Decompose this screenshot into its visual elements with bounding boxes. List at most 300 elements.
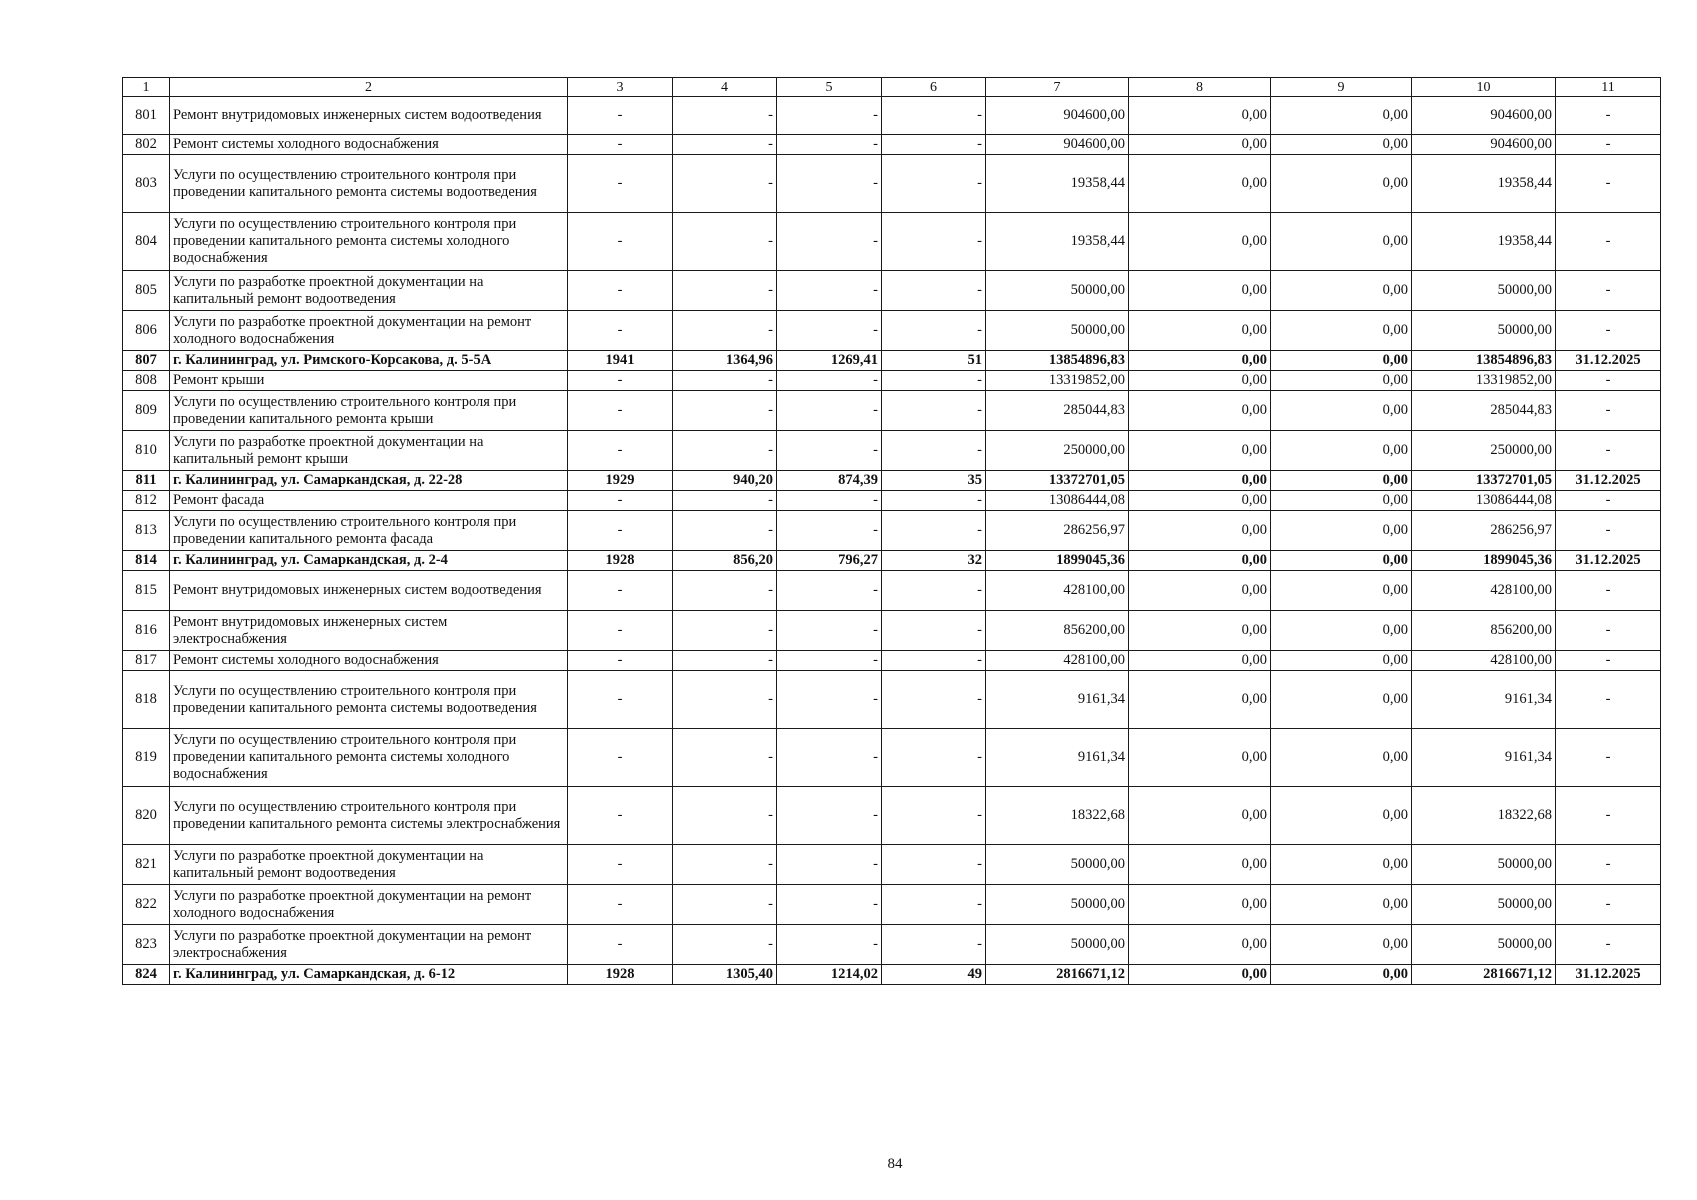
total-area-cell: -: [673, 271, 777, 311]
total-area-cell: -: [673, 845, 777, 885]
deadline-cell: -: [1556, 311, 1661, 351]
residents-count-cell: -: [882, 391, 986, 431]
budget-cost-cell: 0,00: [1271, 97, 1412, 135]
year-cell: -: [568, 885, 673, 925]
budget-cost-cell: 0,00: [1271, 135, 1412, 155]
table-row: [123, 885, 1661, 925]
work-description-cell: Ремонт системы холодного водоснабжения: [170, 651, 568, 671]
owners-cost-cell: 1899045,36: [1412, 551, 1556, 571]
owners-cost-cell: 13854896,83: [1412, 351, 1556, 371]
deadline-cell: -: [1556, 611, 1661, 651]
fund-cost-cell: 0,00: [1129, 845, 1271, 885]
fund-cost-cell: 0,00: [1129, 351, 1271, 371]
deadline-cell: -: [1556, 491, 1661, 511]
table-row: [123, 471, 1661, 491]
residents-count-cell: -: [882, 671, 986, 729]
table-row: [123, 135, 1661, 155]
deadline-cell: -: [1556, 97, 1661, 135]
budget-cost-cell: 0,00: [1271, 611, 1412, 651]
fund-cost-cell: 0,00: [1129, 311, 1271, 351]
living-area-cell: -: [777, 611, 882, 651]
work-description-cell: Ремонт внутридомовых инженерных систем водоотведения: [170, 571, 568, 611]
table-row: [123, 491, 1661, 511]
deadline-cell: -: [1556, 391, 1661, 431]
total-cost-cell: 50000,00: [986, 311, 1129, 351]
residents-count-cell: -: [882, 571, 986, 611]
row-number-cell: 815: [123, 571, 170, 611]
living-area-cell: -: [777, 311, 882, 351]
owners-cost-cell: 50000,00: [1412, 271, 1556, 311]
living-area-cell: -: [777, 213, 882, 271]
fund-cost-cell: 0,00: [1129, 671, 1271, 729]
row-number-cell: 804: [123, 213, 170, 271]
table-row: [123, 729, 1661, 787]
total-area-cell: -: [673, 651, 777, 671]
column-number-header: 4: [673, 78, 777, 97]
total-cost-cell: 50000,00: [986, 925, 1129, 965]
work-description-cell: Ремонт внутридомовых инженерных систем электроснабжения: [170, 611, 568, 651]
row-number-cell: 821: [123, 845, 170, 885]
row-number-cell: 809: [123, 391, 170, 431]
deadline-cell: -: [1556, 925, 1661, 965]
table-row: [123, 571, 1661, 611]
year-cell: -: [568, 97, 673, 135]
row-number-cell: 823: [123, 925, 170, 965]
fund-cost-cell: 0,00: [1129, 551, 1271, 571]
living-area-cell: -: [777, 391, 882, 431]
row-number-cell: 808: [123, 371, 170, 391]
living-area-cell: -: [777, 135, 882, 155]
total-cost-cell: 250000,00: [986, 431, 1129, 471]
fund-cost-cell: 0,00: [1129, 511, 1271, 551]
fund-cost-cell: 0,00: [1129, 271, 1271, 311]
budget-cost-cell: 0,00: [1271, 551, 1412, 571]
fund-cost-cell: 0,00: [1129, 371, 1271, 391]
table-row: [123, 551, 1661, 571]
table-row: [123, 965, 1661, 985]
residents-count-cell: -: [882, 213, 986, 271]
fund-cost-cell: 0,00: [1129, 925, 1271, 965]
table-row: [123, 511, 1661, 551]
work-description-cell: Ремонт внутридомовых инженерных систем водоотведения: [170, 97, 568, 135]
budget-cost-cell: 0,00: [1271, 845, 1412, 885]
deadline-cell: -: [1556, 845, 1661, 885]
deadline-cell: -: [1556, 271, 1661, 311]
row-number-cell: 807: [123, 351, 170, 371]
fund-cost-cell: 0,00: [1129, 729, 1271, 787]
row-number-cell: 816: [123, 611, 170, 651]
owners-cost-cell: 428100,00: [1412, 651, 1556, 671]
row-number-cell: 806: [123, 311, 170, 351]
page-number: 84: [887, 1156, 903, 1172]
work-description-cell: Услуги по осуществлению строительного контроля при проведении капитального ремонта системы холодного водоснабжения: [170, 213, 568, 271]
total-area-cell: -: [673, 671, 777, 729]
deadline-cell: 31.12.2025: [1556, 351, 1661, 371]
row-number-cell: 813: [123, 511, 170, 551]
row-number-cell: 822: [123, 885, 170, 925]
table-row: [123, 271, 1661, 311]
table-row: [123, 845, 1661, 885]
deadline-cell: -: [1556, 885, 1661, 925]
work-description-cell: г. Калининград, ул. Римского-Корсакова, д. 5-5А: [170, 351, 568, 371]
total-cost-cell: 286256,97: [986, 511, 1129, 551]
owners-cost-cell: 250000,00: [1412, 431, 1556, 471]
owners-cost-cell: 428100,00: [1412, 571, 1556, 611]
owners-cost-cell: 18322,68: [1412, 787, 1556, 845]
budget-cost-cell: 0,00: [1271, 787, 1412, 845]
residents-count-cell: 32: [882, 551, 986, 571]
budget-cost-cell: 0,00: [1271, 925, 1412, 965]
work-description-cell: Услуги по осуществлению строительного контроля при проведении капитального ремонта крыши: [170, 391, 568, 431]
deadline-cell: -: [1556, 371, 1661, 391]
residents-count-cell: -: [882, 135, 986, 155]
work-description-cell: г. Калининград, ул. Самаркандская, д. 6-12: [170, 965, 568, 985]
total-cost-cell: 19358,44: [986, 155, 1129, 213]
row-number-cell: 801: [123, 97, 170, 135]
table-row: [123, 213, 1661, 271]
total-area-cell: -: [673, 97, 777, 135]
owners-cost-cell: 285044,83: [1412, 391, 1556, 431]
work-description-cell: Услуги по разработке проектной документации на ремонт холодного водоснабжения: [170, 311, 568, 351]
year-cell: -: [568, 391, 673, 431]
row-number-cell: 820: [123, 787, 170, 845]
year-cell: -: [568, 571, 673, 611]
column-number-header: 6: [882, 78, 986, 97]
deadline-cell: -: [1556, 155, 1661, 213]
total-area-cell: 940,20: [673, 471, 777, 491]
total-area-cell: -: [673, 611, 777, 651]
deadline-cell: -: [1556, 787, 1661, 845]
work-description-cell: Услуги по осуществлению строительного контроля при проведении капитального ремонта фасада: [170, 511, 568, 551]
deadline-cell: 31.12.2025: [1556, 551, 1661, 571]
row-number-cell: 818: [123, 671, 170, 729]
year-cell: -: [568, 135, 673, 155]
year-cell: -: [568, 671, 673, 729]
deadline-cell: -: [1556, 571, 1661, 611]
total-area-cell: -: [673, 729, 777, 787]
living-area-cell: 796,27: [777, 551, 882, 571]
residents-count-cell: -: [882, 311, 986, 351]
fund-cost-cell: 0,00: [1129, 391, 1271, 431]
column-number-header: 10: [1412, 78, 1556, 97]
residents-count-cell: -: [882, 511, 986, 551]
fund-cost-cell: 0,00: [1129, 155, 1271, 213]
residents-count-cell: -: [882, 787, 986, 845]
year-cell: -: [568, 491, 673, 511]
column-number-header: 7: [986, 78, 1129, 97]
fund-cost-cell: 0,00: [1129, 213, 1271, 271]
living-area-cell: -: [777, 491, 882, 511]
living-area-cell: -: [777, 155, 882, 213]
owners-cost-cell: 13319852,00: [1412, 371, 1556, 391]
residents-count-cell: 35: [882, 471, 986, 491]
year-cell: -: [568, 311, 673, 351]
year-cell: -: [568, 729, 673, 787]
table-row: [123, 787, 1661, 845]
budget-cost-cell: 0,00: [1271, 491, 1412, 511]
total-cost-cell: 9161,34: [986, 729, 1129, 787]
fund-cost-cell: 0,00: [1129, 787, 1271, 845]
row-number-cell: 824: [123, 965, 170, 985]
deadline-cell: -: [1556, 213, 1661, 271]
fund-cost-cell: 0,00: [1129, 135, 1271, 155]
owners-cost-cell: 19358,44: [1412, 213, 1556, 271]
work-description-cell: Услуги по осуществлению строительного контроля при проведении капитального ремонта системы водоотведения: [170, 155, 568, 213]
total-area-cell: 856,20: [673, 551, 777, 571]
deadline-cell: 31.12.2025: [1556, 965, 1661, 985]
budget-cost-cell: 0,00: [1271, 271, 1412, 311]
total-cost-cell: 904600,00: [986, 135, 1129, 155]
total-cost-cell: 19358,44: [986, 213, 1129, 271]
fund-cost-cell: 0,00: [1129, 885, 1271, 925]
row-number-cell: 802: [123, 135, 170, 155]
capital-repair-table: [122, 77, 1661, 985]
fund-cost-cell: 0,00: [1129, 651, 1271, 671]
residents-count-cell: -: [882, 651, 986, 671]
living-area-cell: -: [777, 925, 882, 965]
living-area-cell: -: [777, 885, 882, 925]
work-description-cell: Услуги по разработке проектной документации на ремонт электроснабжения: [170, 925, 568, 965]
work-description-cell: Услуги по осуществлению строительного контроля при проведении капитального ремонта системы электроснабжения: [170, 787, 568, 845]
living-area-cell: -: [777, 845, 882, 885]
total-area-cell: -: [673, 311, 777, 351]
deadline-cell: -: [1556, 671, 1661, 729]
fund-cost-cell: 0,00: [1129, 431, 1271, 471]
residents-count-cell: -: [882, 611, 986, 651]
total-area-cell: -: [673, 925, 777, 965]
budget-cost-cell: 0,00: [1271, 729, 1412, 787]
living-area-cell: -: [777, 371, 882, 391]
owners-cost-cell: 50000,00: [1412, 311, 1556, 351]
total-area-cell: -: [673, 391, 777, 431]
owners-cost-cell: 286256,97: [1412, 511, 1556, 551]
total-cost-cell: 9161,34: [986, 671, 1129, 729]
budget-cost-cell: 0,00: [1271, 885, 1412, 925]
year-cell: 1928: [568, 551, 673, 571]
row-number-cell: 819: [123, 729, 170, 787]
work-description-cell: г. Калининград, ул. Самаркандская, д. 2-4: [170, 551, 568, 571]
living-area-cell: -: [777, 97, 882, 135]
total-area-cell: 1305,40: [673, 965, 777, 985]
column-number-header: 8: [1129, 78, 1271, 97]
budget-cost-cell: 0,00: [1271, 651, 1412, 671]
column-number-header: 9: [1271, 78, 1412, 97]
deadline-cell: -: [1556, 431, 1661, 471]
work-description-cell: Ремонт крыши: [170, 371, 568, 391]
deadline-cell: -: [1556, 511, 1661, 551]
total-cost-cell: 856200,00: [986, 611, 1129, 651]
living-area-cell: -: [777, 431, 882, 471]
row-number-cell: 812: [123, 491, 170, 511]
deadline-cell: -: [1556, 651, 1661, 671]
residents-count-cell: -: [882, 845, 986, 885]
fund-cost-cell: 0,00: [1129, 491, 1271, 511]
total-cost-cell: 50000,00: [986, 885, 1129, 925]
residents-count-cell: -: [882, 97, 986, 135]
year-cell: 1929: [568, 471, 673, 491]
year-cell: 1941: [568, 351, 673, 371]
total-area-cell: -: [673, 787, 777, 845]
owners-cost-cell: 9161,34: [1412, 729, 1556, 787]
deadline-cell: -: [1556, 729, 1661, 787]
residents-count-cell: -: [882, 431, 986, 471]
total-cost-cell: 13854896,83: [986, 351, 1129, 371]
total-area-cell: -: [673, 491, 777, 511]
work-description-cell: г. Калининград, ул. Самаркандская, д. 22-28: [170, 471, 568, 491]
residents-count-cell: -: [882, 155, 986, 213]
year-cell: -: [568, 787, 673, 845]
budget-cost-cell: 0,00: [1271, 511, 1412, 551]
work-description-cell: Услуги по осуществлению строительного контроля при проведении капитального ремонта системы холодного водоснабжения: [170, 729, 568, 787]
year-cell: -: [568, 511, 673, 551]
residents-count-cell: -: [882, 925, 986, 965]
fund-cost-cell: 0,00: [1129, 611, 1271, 651]
row-number-cell: 810: [123, 431, 170, 471]
table-row: [123, 155, 1661, 213]
work-description-cell: Услуги по разработке проектной документации на ремонт холодного водоснабжения: [170, 885, 568, 925]
table-row: [123, 311, 1661, 351]
total-cost-cell: 13319852,00: [986, 371, 1129, 391]
owners-cost-cell: 19358,44: [1412, 155, 1556, 213]
budget-cost-cell: 0,00: [1271, 371, 1412, 391]
total-cost-cell: 428100,00: [986, 651, 1129, 671]
owners-cost-cell: 50000,00: [1412, 885, 1556, 925]
residents-count-cell: 49: [882, 965, 986, 985]
column-number-header: 5: [777, 78, 882, 97]
row-number-cell: 803: [123, 155, 170, 213]
work-description-cell: Услуги по разработке проектной документации на капитальный ремонт водоотведения: [170, 271, 568, 311]
fund-cost-cell: 0,00: [1129, 471, 1271, 491]
year-cell: -: [568, 431, 673, 471]
budget-cost-cell: 0,00: [1271, 213, 1412, 271]
living-area-cell: -: [777, 787, 882, 845]
column-number-header: 3: [568, 78, 673, 97]
work-description-cell: Услуги по разработке проектной документации на капитальный ремонт водоотведения: [170, 845, 568, 885]
total-cost-cell: 904600,00: [986, 97, 1129, 135]
fund-cost-cell: 0,00: [1129, 97, 1271, 135]
residents-count-cell: 51: [882, 351, 986, 371]
total-area-cell: -: [673, 885, 777, 925]
residents-count-cell: -: [882, 729, 986, 787]
column-number-header: 2: [170, 78, 568, 97]
row-number-cell: 811: [123, 471, 170, 491]
budget-cost-cell: 0,00: [1271, 155, 1412, 213]
total-cost-cell: 50000,00: [986, 845, 1129, 885]
living-area-cell: -: [777, 511, 882, 551]
table-row: [123, 925, 1661, 965]
work-description-cell: Услуги по разработке проектной документации на капитальный ремонт крыши: [170, 431, 568, 471]
total-cost-cell: 428100,00: [986, 571, 1129, 611]
table-row: [123, 611, 1661, 651]
work-description-cell: Услуги по осуществлению строительного контроля при проведении капитального ремонта системы водоотведения: [170, 671, 568, 729]
owners-cost-cell: 13372701,05: [1412, 471, 1556, 491]
living-area-cell: 874,39: [777, 471, 882, 491]
total-cost-cell: 13086444,08: [986, 491, 1129, 511]
column-number-header: 1: [123, 78, 170, 97]
total-area-cell: -: [673, 371, 777, 391]
table-row: [123, 431, 1661, 471]
deadline-cell: 31.12.2025: [1556, 471, 1661, 491]
table-row: [123, 371, 1661, 391]
budget-cost-cell: 0,00: [1271, 571, 1412, 611]
residents-count-cell: -: [882, 491, 986, 511]
budget-cost-cell: 0,00: [1271, 351, 1412, 371]
residents-count-cell: -: [882, 271, 986, 311]
year-cell: -: [568, 371, 673, 391]
budget-cost-cell: 0,00: [1271, 431, 1412, 471]
total-cost-cell: 13372701,05: [986, 471, 1129, 491]
owners-cost-cell: 50000,00: [1412, 925, 1556, 965]
year-cell: -: [568, 213, 673, 271]
living-area-cell: -: [777, 271, 882, 311]
owners-cost-cell: 50000,00: [1412, 845, 1556, 885]
deadline-cell: -: [1556, 135, 1661, 155]
year-cell: -: [568, 845, 673, 885]
living-area-cell: -: [777, 651, 882, 671]
year-cell: -: [568, 271, 673, 311]
total-cost-cell: 285044,83: [986, 391, 1129, 431]
total-area-cell: -: [673, 511, 777, 551]
work-description-cell: Ремонт фасада: [170, 491, 568, 511]
budget-cost-cell: 0,00: [1271, 391, 1412, 431]
year-cell: 1928: [568, 965, 673, 985]
row-number-cell: 805: [123, 271, 170, 311]
column-number-header-row: [123, 78, 1661, 97]
residents-count-cell: -: [882, 885, 986, 925]
table-row: [123, 651, 1661, 671]
budget-cost-cell: 0,00: [1271, 671, 1412, 729]
table-row: [123, 97, 1661, 135]
residents-count-cell: -: [882, 371, 986, 391]
row-number-cell: 817: [123, 651, 170, 671]
year-cell: -: [568, 611, 673, 651]
table-row: [123, 351, 1661, 371]
column-number-header: 11: [1556, 78, 1661, 97]
budget-cost-cell: 0,00: [1271, 471, 1412, 491]
work-description-cell: Ремонт системы холодного водоснабжения: [170, 135, 568, 155]
budget-cost-cell: 0,00: [1271, 965, 1412, 985]
owners-cost-cell: 904600,00: [1412, 135, 1556, 155]
total-area-cell: -: [673, 571, 777, 611]
total-area-cell: -: [673, 135, 777, 155]
total-area-cell: -: [673, 155, 777, 213]
year-cell: -: [568, 651, 673, 671]
living-area-cell: 1269,41: [777, 351, 882, 371]
total-area-cell: -: [673, 431, 777, 471]
owners-cost-cell: 904600,00: [1412, 97, 1556, 135]
year-cell: -: [568, 925, 673, 965]
budget-cost-cell: 0,00: [1271, 311, 1412, 351]
living-area-cell: -: [777, 729, 882, 787]
total-area-cell: -: [673, 213, 777, 271]
owners-cost-cell: 2816671,12: [1412, 965, 1556, 985]
table-body: [123, 78, 1661, 985]
fund-cost-cell: 0,00: [1129, 571, 1271, 611]
total-cost-cell: 18322,68: [986, 787, 1129, 845]
table-row: [123, 671, 1661, 729]
fund-cost-cell: 0,00: [1129, 965, 1271, 985]
table-row: [123, 391, 1661, 431]
total-cost-cell: 50000,00: [986, 271, 1129, 311]
year-cell: -: [568, 155, 673, 213]
row-number-cell: 814: [123, 551, 170, 571]
living-area-cell: 1214,02: [777, 965, 882, 985]
total-cost-cell: 2816671,12: [986, 965, 1129, 985]
total-area-cell: 1364,96: [673, 351, 777, 371]
living-area-cell: -: [777, 671, 882, 729]
owners-cost-cell: 13086444,08: [1412, 491, 1556, 511]
owners-cost-cell: 856200,00: [1412, 611, 1556, 651]
